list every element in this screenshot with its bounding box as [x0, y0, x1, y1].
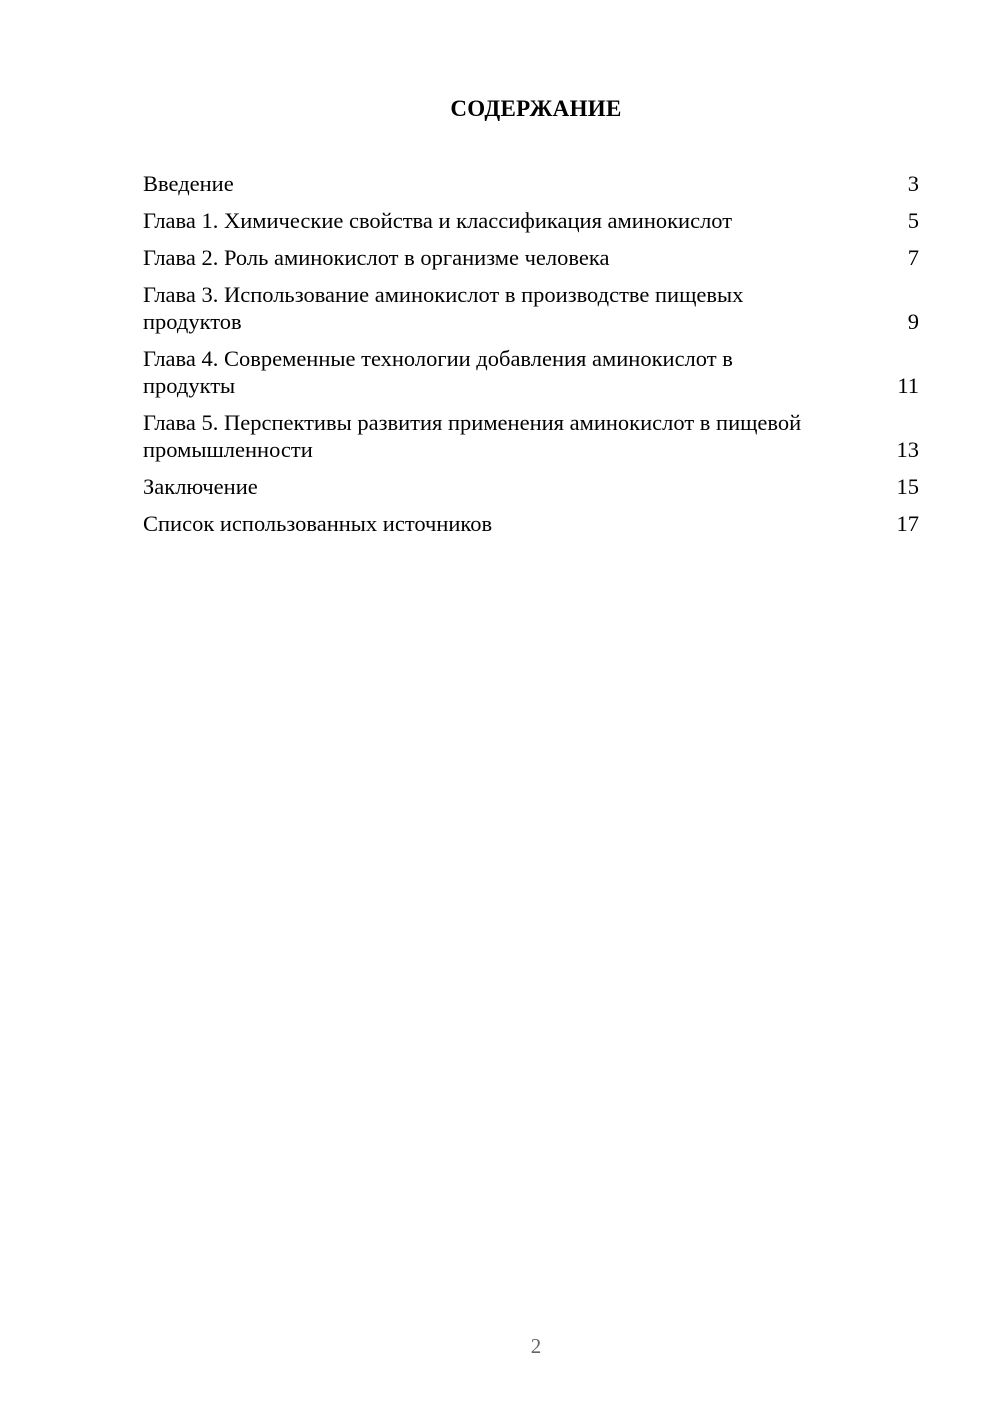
toc-entry-title: Глава 4. Современные технологии добавления аминокислот в продукты — [143, 346, 733, 398]
table-of-contents — [143, 170, 919, 547]
toc-entry-title: Глава 1. Химические свойства и классификация аминокислот — [143, 208, 733, 233]
toc-entry-page: 17 — [896, 511, 919, 536]
toc-entry — [143, 510, 919, 537]
toc-entry-page: 11 — [897, 373, 919, 398]
toc-entry — [143, 473, 919, 500]
page-number: 2 — [530, 1334, 542, 1358]
toc-entry — [143, 207, 919, 234]
toc-entry-page: 13 — [896, 437, 919, 462]
toc-entry — [143, 409, 919, 463]
toc-entry-title: Глава 3. Использование аминокислот в производстве пищевых продуктов — [143, 282, 744, 334]
toc-entry-page: 3 — [907, 171, 919, 196]
toc-entry — [143, 244, 919, 271]
toc-entry-page: 5 — [907, 208, 919, 233]
toc-entry-page: 7 — [907, 245, 919, 270]
toc-entry-title: Глава 5. Перспективы развития применения аминокислот в пищевой промышленности — [143, 410, 802, 462]
toc-entry-title: Список использованных источников — [143, 511, 493, 536]
toc-entry-title: Заключение — [143, 474, 258, 499]
toc-entry-page: 15 — [896, 474, 919, 499]
page-title: СОДЕРЖАНИЕ — [450, 96, 622, 121]
toc-entry-title: Введение — [143, 171, 234, 196]
toc-entry — [143, 170, 919, 197]
toc-entry-page: 9 — [907, 309, 919, 334]
toc-entry — [143, 281, 919, 335]
toc-entry-title: Глава 2. Роль аминокислот в организме человека — [143, 245, 610, 270]
toc-entry — [143, 345, 919, 399]
